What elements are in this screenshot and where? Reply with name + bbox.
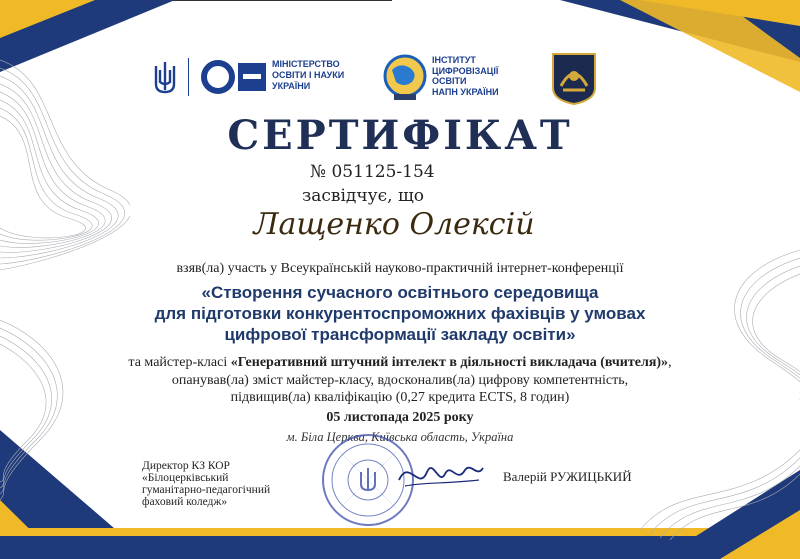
signer-name: Валерій РУЖИЦЬКИЙ: [503, 469, 632, 484]
director-title: Директор КЗ КОР «Білоцерківський гуманітарно-педагогічний фаховий коледж»: [142, 460, 271, 508]
certifies-text: засвідчує, що: [302, 186, 425, 206]
issue-date: 05 листопада 2025 року: [326, 410, 474, 425]
masterclass-suffix: ,: [668, 355, 672, 370]
conference-title-line-2: для підготовки конкурентоспроможних фахівців у умовах: [154, 304, 646, 323]
wave-pattern-bottom-right: [640, 440, 800, 540]
masterclass-line: [0, 355, 800, 371]
recipient-name: Лащенко Олексій: [253, 207, 535, 242]
institute-globe-icon: [380, 52, 430, 104]
conference-title-line-1: «Створення сучасного освітнього середовища: [201, 283, 599, 302]
institute-name: ІНСТИТУТ ЦИФРОВІЗАЦІЇ ОСВІТИ НАПН УКРАЇНИ: [432, 55, 499, 97]
ministry-name: МІНІСТЕРСТВО ОСВІТИ І НАУКИ УКРАЇНИ: [272, 59, 345, 91]
competence-line: опанував(ла) зміст майстер-класу, вдосконалив(ла) цифрову компетентність,: [171, 373, 629, 388]
mon-logo-icon: [200, 58, 270, 96]
conference-title-line-3: цифрової трансформації закладу освіти»: [224, 325, 576, 344]
participation-text: взяв(ла) участь у Всеукраїнській науково-практичній інтернет-конференції: [176, 261, 624, 276]
signature-icon: [395, 450, 485, 498]
qualification-line: підвищив(ла) кваліфікацію (0,27 кредита ECTS, 8 годин): [230, 390, 570, 405]
trident-icon: [152, 60, 178, 96]
certificate-title: СЕРТИФІКАТ: [227, 112, 573, 159]
masterclass-prefix: та майстер-класі: [128, 355, 231, 370]
masterclass-title: «Генеративний штучний інтелект в діяльності викладача (вчителя)»: [230, 355, 669, 370]
issue-place: м. Біла Церква, Київська область, Україна: [286, 430, 514, 444]
college-emblem-icon: [549, 52, 599, 106]
certificate-number: № 051125-154: [310, 162, 435, 182]
logo-divider: [188, 58, 189, 96]
